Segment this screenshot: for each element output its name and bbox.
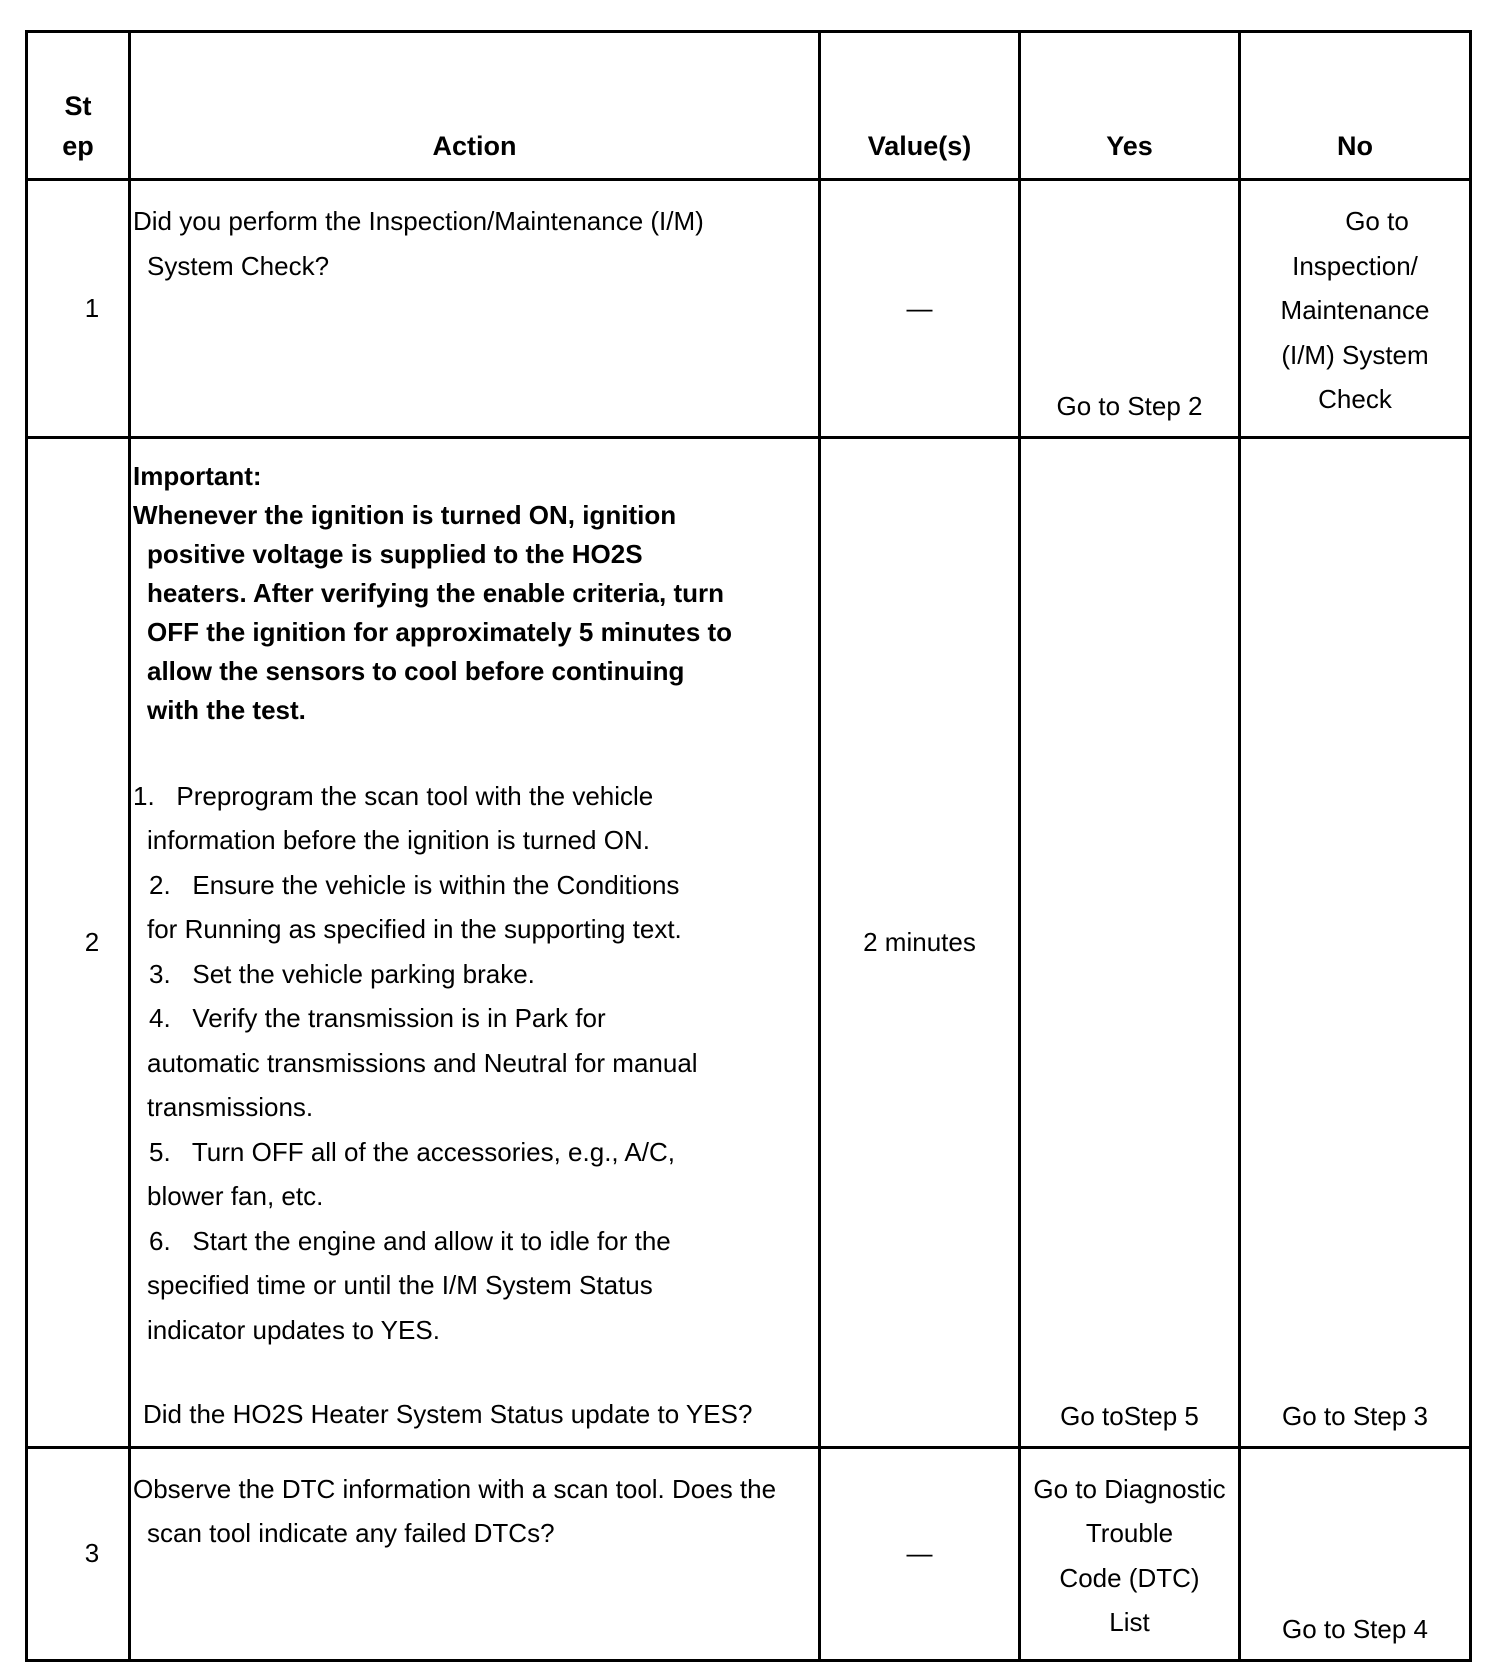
step-line: blower fan, etc. xyxy=(147,1181,324,1211)
important-line: Whenever the ignition is turned ON, ignition xyxy=(133,499,677,530)
no-cell xyxy=(1240,1447,1471,1660)
action-cell xyxy=(130,437,820,1447)
value-cell xyxy=(820,180,1020,438)
important-line: positive voltage is supplied to the HO2S xyxy=(147,538,643,569)
action-line: System Check? xyxy=(147,250,330,281)
no-text: Go to Step 4 xyxy=(1282,1613,1428,1644)
action-cell xyxy=(130,180,820,438)
yes-line: Trouble xyxy=(1085,1518,1174,1548)
important-note xyxy=(133,439,814,730)
value-text: 2 minutes xyxy=(863,926,976,957)
step-number: 3 xyxy=(27,1447,130,1660)
step-line: 3. Set the vehicle parking brake. xyxy=(149,958,535,989)
action-line: Observe the DTC information with a scan tool. Does the xyxy=(133,1473,777,1504)
header-row xyxy=(27,32,1471,180)
important-line: allow the sensors to cool before continuing xyxy=(147,655,685,686)
question-text: Did the HO2S Heater System Status update to YES? xyxy=(143,1399,753,1429)
no-cell xyxy=(1240,437,1471,1447)
step-line: 1. Preprogram the scan tool with the vehicle xyxy=(133,780,654,811)
step-line: automatic transmissions and Neutral for manual xyxy=(147,1047,698,1078)
step-line: 4. Verify the transmission is in Park for xyxy=(149,1003,606,1033)
header-action: Action xyxy=(130,32,820,180)
step-line: transmissions. xyxy=(147,1092,314,1122)
action-line: Did you perform the Inspection/Maintenance (I/M) xyxy=(133,206,704,236)
no-cell xyxy=(1240,180,1471,438)
important-title: Important: xyxy=(133,460,262,491)
value-text: — xyxy=(906,292,933,323)
header-values: Value(s) xyxy=(820,32,1020,180)
yes-text: Go to Step 2 xyxy=(1056,390,1203,421)
header-step-line: ep xyxy=(62,131,94,161)
diagnostic-table xyxy=(25,30,1472,1662)
value-cell xyxy=(820,1447,1020,1660)
procedure-steps xyxy=(133,774,814,1353)
action-line: scan tool indicate any failed DTCs? xyxy=(147,1518,555,1548)
no-line: Maintenance xyxy=(1280,295,1430,325)
no-line: Go to xyxy=(1345,206,1409,236)
no-line: Inspection/ xyxy=(1292,250,1418,281)
yes-line: List xyxy=(1109,1607,1150,1637)
step-line: 5. Turn OFF all of the accessories, e.g., A/C, xyxy=(149,1136,675,1167)
yes-cell xyxy=(1020,180,1240,438)
yes-cell xyxy=(1020,1447,1240,1660)
header-step xyxy=(27,32,130,180)
value-cell xyxy=(820,437,1020,1447)
step-line: 2. Ensure the vehicle is within the Conditions xyxy=(149,869,680,900)
value-text: — xyxy=(906,1538,933,1568)
action-cell xyxy=(130,1447,820,1660)
header-yes: Yes xyxy=(1020,32,1240,180)
step-number: 1 xyxy=(27,180,130,438)
table-row xyxy=(27,1447,1471,1660)
step-line: information before the ignition is turned ON. xyxy=(147,825,650,855)
important-line: with the test. xyxy=(147,694,306,725)
yes-line: Go to Diagnostic xyxy=(1033,1473,1226,1504)
header-step-line: St xyxy=(64,91,92,121)
yes-text: Go toStep 5 xyxy=(1060,1400,1199,1431)
step-line: for Running as specified in the supporting text. xyxy=(147,914,682,944)
important-line: OFF the ignition for approximately 5 minutes to xyxy=(147,616,733,647)
no-line: Check xyxy=(1318,384,1392,414)
step-line: indicator updates to YES. xyxy=(147,1314,440,1345)
yes-line: Code (DTC) xyxy=(1059,1562,1200,1593)
step-number: 2 xyxy=(27,437,130,1447)
yes-cell xyxy=(1020,437,1240,1447)
no-line: (I/M) System xyxy=(1281,339,1429,370)
important-line: heaters. After verifying the enable criteria, turn xyxy=(147,577,724,608)
table-row xyxy=(27,180,1471,438)
step-line: specified time or until the I/M System Status xyxy=(147,1270,653,1300)
header-no: No xyxy=(1240,32,1471,180)
step-line: 6. Start the engine and allow it to idle for the xyxy=(149,1225,671,1256)
table-row xyxy=(27,437,1471,1447)
no-text: Go to Step 3 xyxy=(1282,1400,1428,1431)
